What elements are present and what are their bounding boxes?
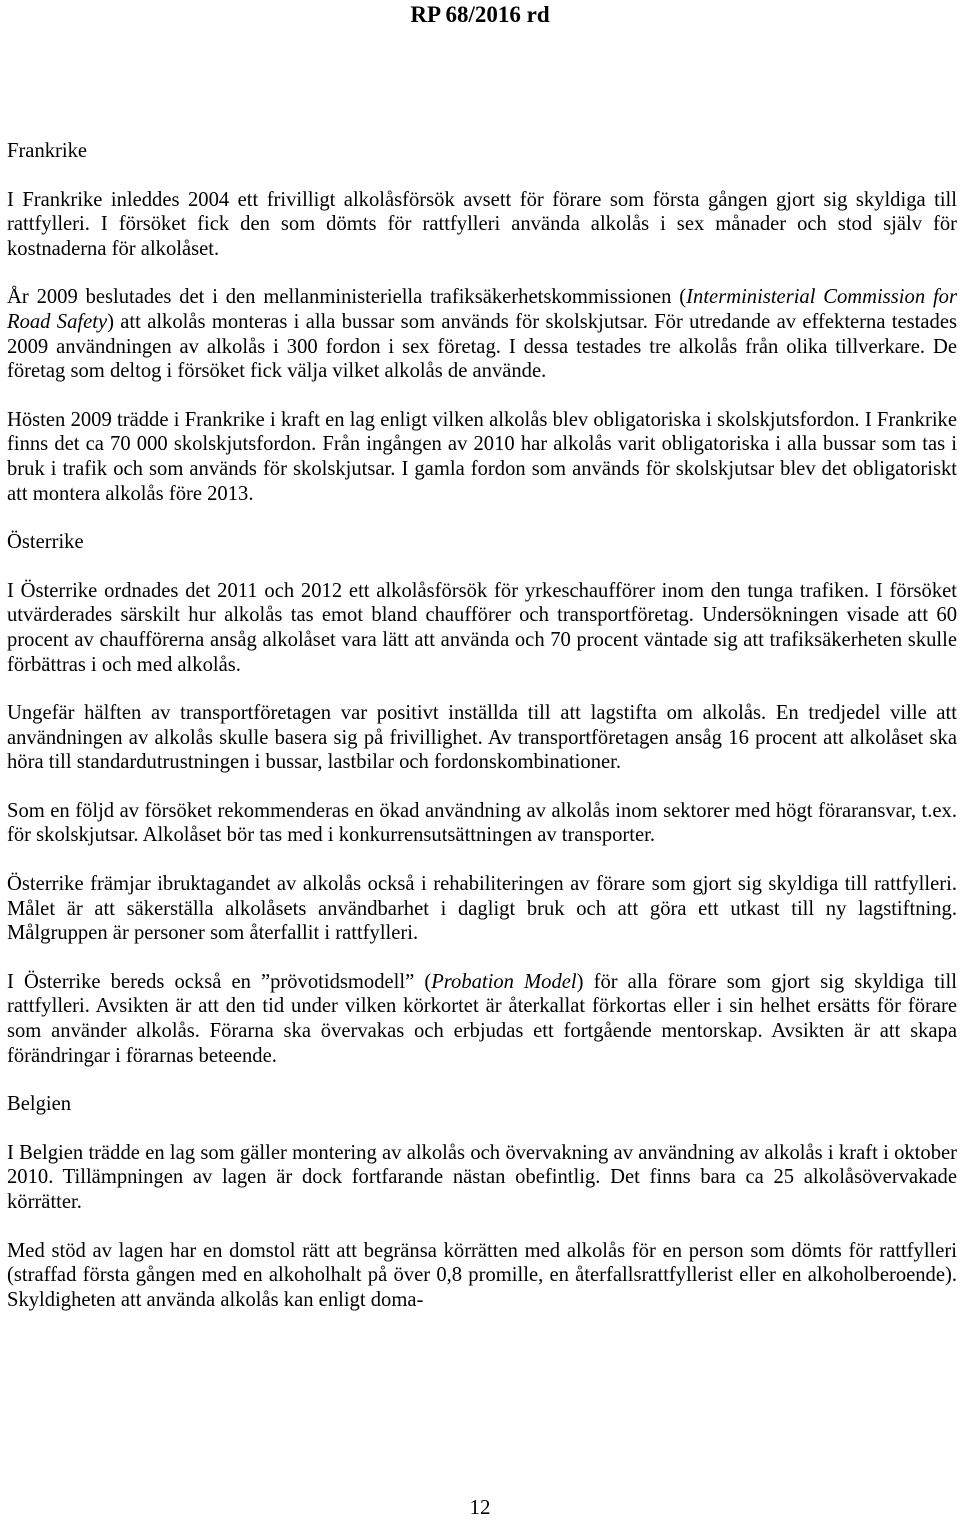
heading-belgien: Belgien [7, 1093, 72, 1116]
paragraph-osterrike-2: Ungefär hälften av transportföretagen var positivt inställda till att lagstifta om alkolås. En tredjedel ville att användningen av alkolås skulle basera sig på frivillighet. Av transportföretagen ansåg 16 procent att alkolåset ska höra till standardutrustningen i bussar, lastbilar och fordonskombinationer. [7, 702, 957, 774]
heading-osterrike: Österrike [7, 531, 84, 554]
paragraph-frankrike-2-italic: Interministerial Commission for Road Safety [7, 286, 957, 333]
paragraph-belgien-1: I Belgien trädde en lag som gäller montering av alkolås och övervakning av användning av alkolås i kraft i oktober 2010. Tillämpningen av lagen är dock fortfarande nästan obefintlig. Det finns bara ca 25 alkolåsövervakade körrätter. [7, 1141, 957, 1213]
page-number: 12 [469, 1495, 491, 1519]
paragraph-frankrike-3: Hösten 2009 trädde i Frankrike i kraft en lag enligt vilken alkolås blev obligatoriska i skolskjutsfordon. I Frankrike finns det ca 70 000 skolskjutsfordon. Från ingången av 2010 har alkolås varit obligatoriska i alla bussar som tas i bruk i trafik och som används för skolskjutsar. I gamla fordon som används för skolskjutsar blev det obligatoriskt att montera alkolås före 2013. [7, 408, 957, 505]
paragraph-frankrike-2-text-a: År 2009 beslutades det i den mellanministeriella trafiksäkerhetskommissionen ( [7, 286, 687, 309]
paragraph-frankrike-1: I Frankrike inleddes 2004 ett frivilligt alkolåsförsök avsett för förare som första gången gjort sig skyldiga till rattfylleri. I försöket fick den som dömts för rattfylleri använda alkolås i sex månader och stod själv för kostnaderna för alkolåset. [7, 188, 957, 260]
paragraph-osterrike-5-text-a: I Österrike bereds också en ”prövotidsmodell” ( [7, 970, 432, 993]
page-header-title: RP 68/2016 rd [410, 2, 550, 27]
paragraph-osterrike-3: Som en följd av försöket rekommenderas en ökad användning av alkolås inom sektorer med högt föraransvar, t.ex. för skolskjutsar. Alkolåset bör tas med i konkurrensutsättningen av transporter. [7, 799, 957, 847]
paragraph-frankrike-2 [7, 285, 957, 383]
document-body [7, 139, 957, 1336]
paragraph-osterrike-5-text-b: ) för alla förare som gjort sig skyldiga till rattfylleri. Avsikten är att den tid under vilken körkortet är återkallat förkortas eller i sin helhet ersätts för förare som använder alkolås. Förarna ska övervakas och erbjudas ett fortgående mentorskap. Avsikten är att skapa förändringar i förarnas beteende. [7, 970, 957, 1067]
paragraph-osterrike-1: I Österrike ordnades det 2011 och 2012 ett alkolåsförsök för yrkeschaufförer inom den tunga trafiken. I försöket utvärderades särskilt hur alkolås tas emot bland chaufförer och transportföretag. Undersökningen visade att 60 procent av chaufförerna ansåg alkolåset vara lätt att använda och 70 procent väntade sig att trafiksäkerheten skulle förbättras i och med alkolås. [7, 579, 957, 676]
paragraph-osterrike-4: Österrike främjar ibruktagandet av alkolås också i rehabiliteringen av förare som gjort sig skyldiga till rattfylleri. Målet är att säkerställa alkolåsets användbarhet i dagligt bruk och att göra ett utkast till ny lagstiftning. Målgruppen är personer som återfallit i rattfylleri. [7, 873, 957, 945]
paragraph-osterrike-5 [7, 970, 957, 1068]
paragraph-frankrike-2-text-b: ) att alkolås monteras i alla bussar som används för skolskjutsar. För utredande av effekterna testades 2009 användningen av alkolås i 300 fordon i sex företag. I dessa testades tre alkolås från olika tillverkare. De företag som deltog i försöket fick välja vilket alkolås de använde. [7, 310, 957, 383]
heading-frankrike: Frankrike [7, 140, 88, 162]
paragraph-belgien-2: Med stöd av lagen har en domstol rätt att begränsa körrätten med alkolås för en person som dömts för rattfylleri (straffad första gången med en alkoholhalt på över 0,8 promille, en återfallsrattfyllerist eller en alkoholberoende). Skyldigheten att använda alkolås kan enligt doma- [7, 1239, 957, 1311]
paragraph-osterrike-5-italic: Probation Model [431, 970, 577, 993]
